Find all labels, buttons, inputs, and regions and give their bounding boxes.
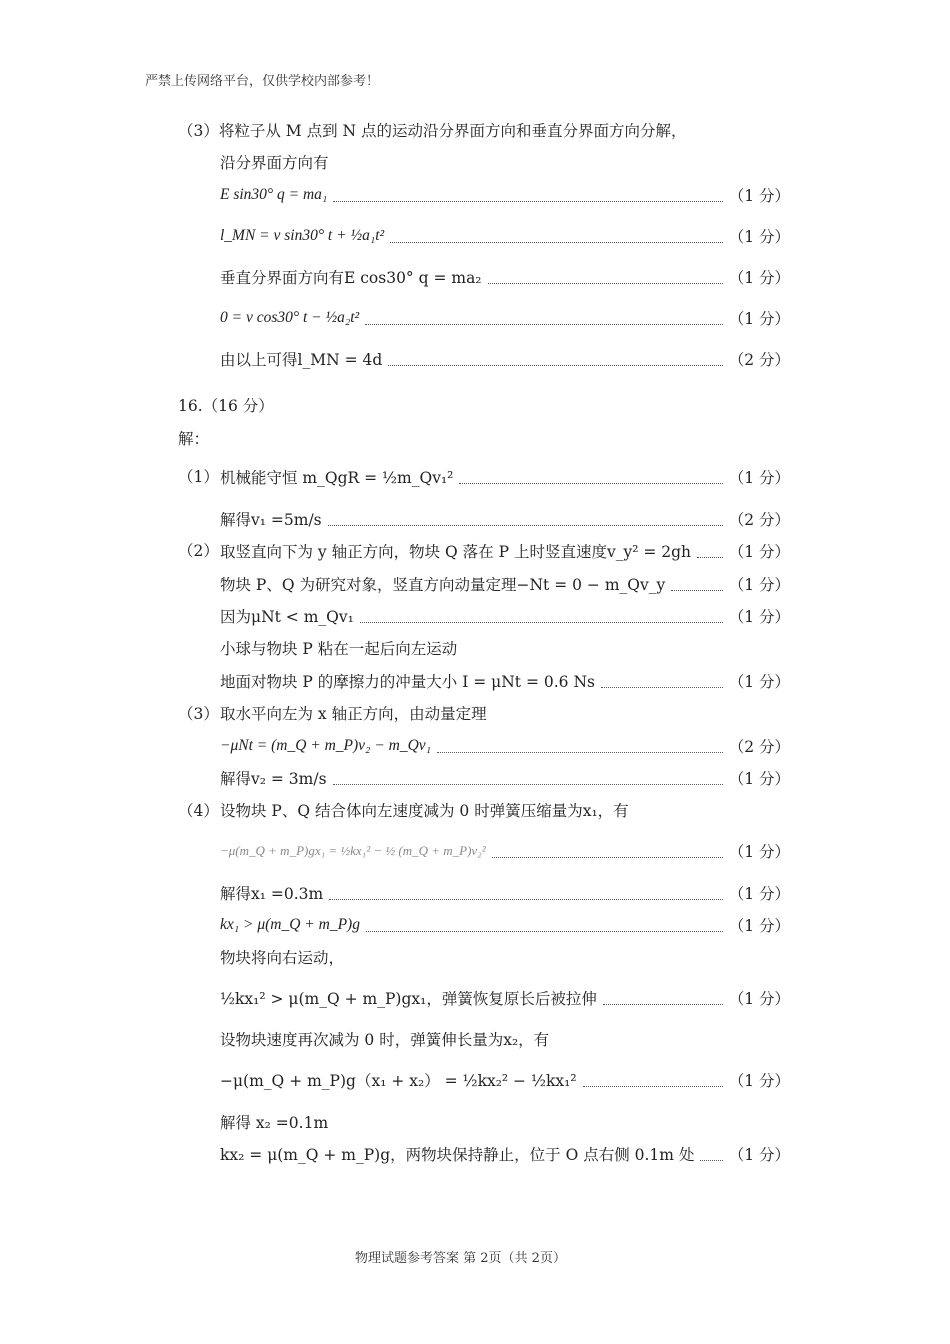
q16-c2-line	[220, 735, 790, 757]
leader-dots	[603, 992, 723, 1005]
q16-d4-line	[220, 914, 790, 936]
q16-d1: 设物块 P、Q 结合体向左速度减为 0 时弹簧压缩量为x₁，有	[220, 802, 629, 820]
score: （1 分）	[728, 469, 790, 487]
q16-a1: 机械能守恒 m_QgR = ½m_Qv₁²	[220, 469, 454, 487]
score: （1 分）	[728, 917, 790, 935]
p3-eq3-line	[220, 266, 790, 288]
q16-d6: ½kx₁² > μ(m_Q + m_P)gx₁，弹簧恢复原长后被拉伸	[220, 990, 597, 1008]
q16-d10-line	[220, 1143, 790, 1165]
score: （1 分）	[728, 228, 790, 246]
score: （1 分）	[728, 310, 790, 328]
score: （1 分）	[728, 608, 790, 626]
q16-c3-line	[220, 767, 790, 789]
leader-dots	[583, 1074, 723, 1087]
q16-d2-line	[220, 840, 790, 862]
leader-dots	[333, 189, 722, 202]
q16-d2: −μ(m_Q + m_P)gx₁ = ½kx₁² − ½ (m_Q + m_P)v₂²	[220, 843, 486, 858]
q16-d4: kx₁ > μ(m_Q + m_P)g	[220, 916, 360, 933]
p3-eq4: 0 = v cos30° t − ½a₂t²	[220, 309, 360, 326]
p3-eq1: E sin30° q = ma₁	[220, 186, 328, 203]
leader-dots	[366, 919, 723, 932]
header-notice: 严禁上传网络平台，仅供学校内部参考！	[145, 74, 380, 89]
p3-eq5-line	[220, 348, 790, 370]
score: （1 分）	[728, 576, 790, 594]
q16-b5-line	[220, 670, 790, 692]
leader-dots	[360, 610, 723, 623]
q16-part2-label: （2）	[178, 542, 219, 560]
q16-d3: 解得x₁ =0.3m	[220, 885, 324, 903]
q16-c1: 取水平向左为 x 轴正方向，由动量定理	[220, 705, 487, 723]
leader-dots	[328, 513, 723, 526]
p3-eq2-line	[220, 225, 790, 247]
score: （1 分）	[728, 1146, 790, 1164]
score: （1 分）	[728, 885, 790, 903]
q16-d7: 设物块速度再次减为 0 时，弹簧伸长量为x₂，有	[220, 1031, 550, 1049]
p3-eq4-line	[220, 307, 790, 329]
q16-c3: 解得v₂ = 3m/s	[220, 770, 327, 788]
leader-dots	[492, 845, 723, 858]
p3-eq2: l_MN = v sin30° t + ½a₁t²	[220, 227, 385, 244]
leader-dots	[601, 675, 723, 688]
q16-part4-label: （4）	[178, 802, 219, 820]
leader-dots	[388, 353, 722, 366]
q16-part1-label: （1）	[178, 468, 219, 486]
score: （1 分）	[728, 1072, 790, 1090]
leader-dots	[697, 545, 723, 558]
score: （2 分）	[728, 511, 790, 529]
q16-a2: 解得v₁ =5m/s	[220, 511, 322, 529]
q16-b1-line	[220, 540, 790, 562]
score: （1 分）	[728, 269, 790, 287]
q16-d8: −μ(m_Q + m_P)g（x₁ + x₂） = ½kx₂² − ½kx₁²	[220, 1072, 577, 1090]
q16-b3-line	[220, 605, 790, 627]
q16-b5: 地面对物块 P 的摩擦力的冲量大小 I = μNt = 0.6 Ns	[220, 673, 595, 691]
q16-b4: 小球与物块 P 粘在一起后向左运动	[220, 640, 458, 658]
q16-part3-label: （3）	[178, 705, 219, 723]
score: （1 分）	[728, 673, 790, 691]
q16-jie: 解：	[178, 430, 210, 448]
score: （1 分）	[728, 990, 790, 1008]
score: （2 分）	[728, 351, 790, 369]
q16-d5: 物块将向右运动，	[220, 949, 345, 967]
q16-d3-line	[220, 882, 790, 904]
q16-c2: −μNt = (m_Q + m_P)v₂ − m_Qv₁	[220, 737, 432, 754]
leader-dots	[333, 772, 723, 785]
p3-sub: 沿分界面方向有	[220, 154, 329, 172]
score: （1 分）	[728, 543, 790, 561]
q16-d6-line	[220, 987, 790, 1009]
leader-dots	[390, 230, 723, 243]
leader-dots	[459, 471, 722, 484]
score: （2 分）	[728, 738, 790, 756]
leader-dots	[488, 271, 723, 284]
score: （1 分）	[728, 187, 790, 205]
page-footer: 物理试题参考答案 第 2页（共 2页）	[355, 1251, 566, 1266]
q16-title: 16.（16 分）	[178, 397, 274, 415]
leader-dots	[365, 312, 723, 325]
q16-b2-line	[220, 573, 790, 595]
q16-a1-line	[220, 466, 790, 488]
q16-d10: kx₂ = μ(m_Q + m_P)g，两物块保持静止，位于 O 点右侧 0.1m 处	[220, 1146, 695, 1164]
leader-dots	[329, 887, 722, 900]
q16-d9: 解得 x₂ =0.1m	[220, 1114, 329, 1132]
p3-intro: （3）将粒子从 M 点到 N 点的运动沿分界面方向和垂直分界面方向分解，	[178, 122, 687, 140]
score: （1 分）	[728, 843, 790, 861]
q16-b3: 因为μNt < m_Qv₁	[220, 608, 354, 626]
p3-eq1-line	[220, 184, 790, 206]
p3-eq5: 由以上可得l_MN = 4d	[220, 351, 383, 369]
leader-dots	[437, 740, 723, 753]
q16-b1: 取竖直向下为 y 轴正方向，物块 Q 落在 P 上时竖直速度v_y² = 2gh	[220, 543, 692, 561]
q16-d8-line	[220, 1069, 790, 1091]
leader-dots	[671, 578, 722, 591]
p3-eq3: 垂直分界面方向有E cos30° q = ma₂	[220, 269, 482, 287]
score: （1 分）	[728, 770, 790, 788]
q16-b2: 物块 P、Q 为研究对象，竖直方向动量定理−Nt = 0 − m_Qv_y	[220, 576, 666, 594]
q16-a2-line	[220, 508, 790, 530]
leader-dots	[700, 1148, 722, 1161]
